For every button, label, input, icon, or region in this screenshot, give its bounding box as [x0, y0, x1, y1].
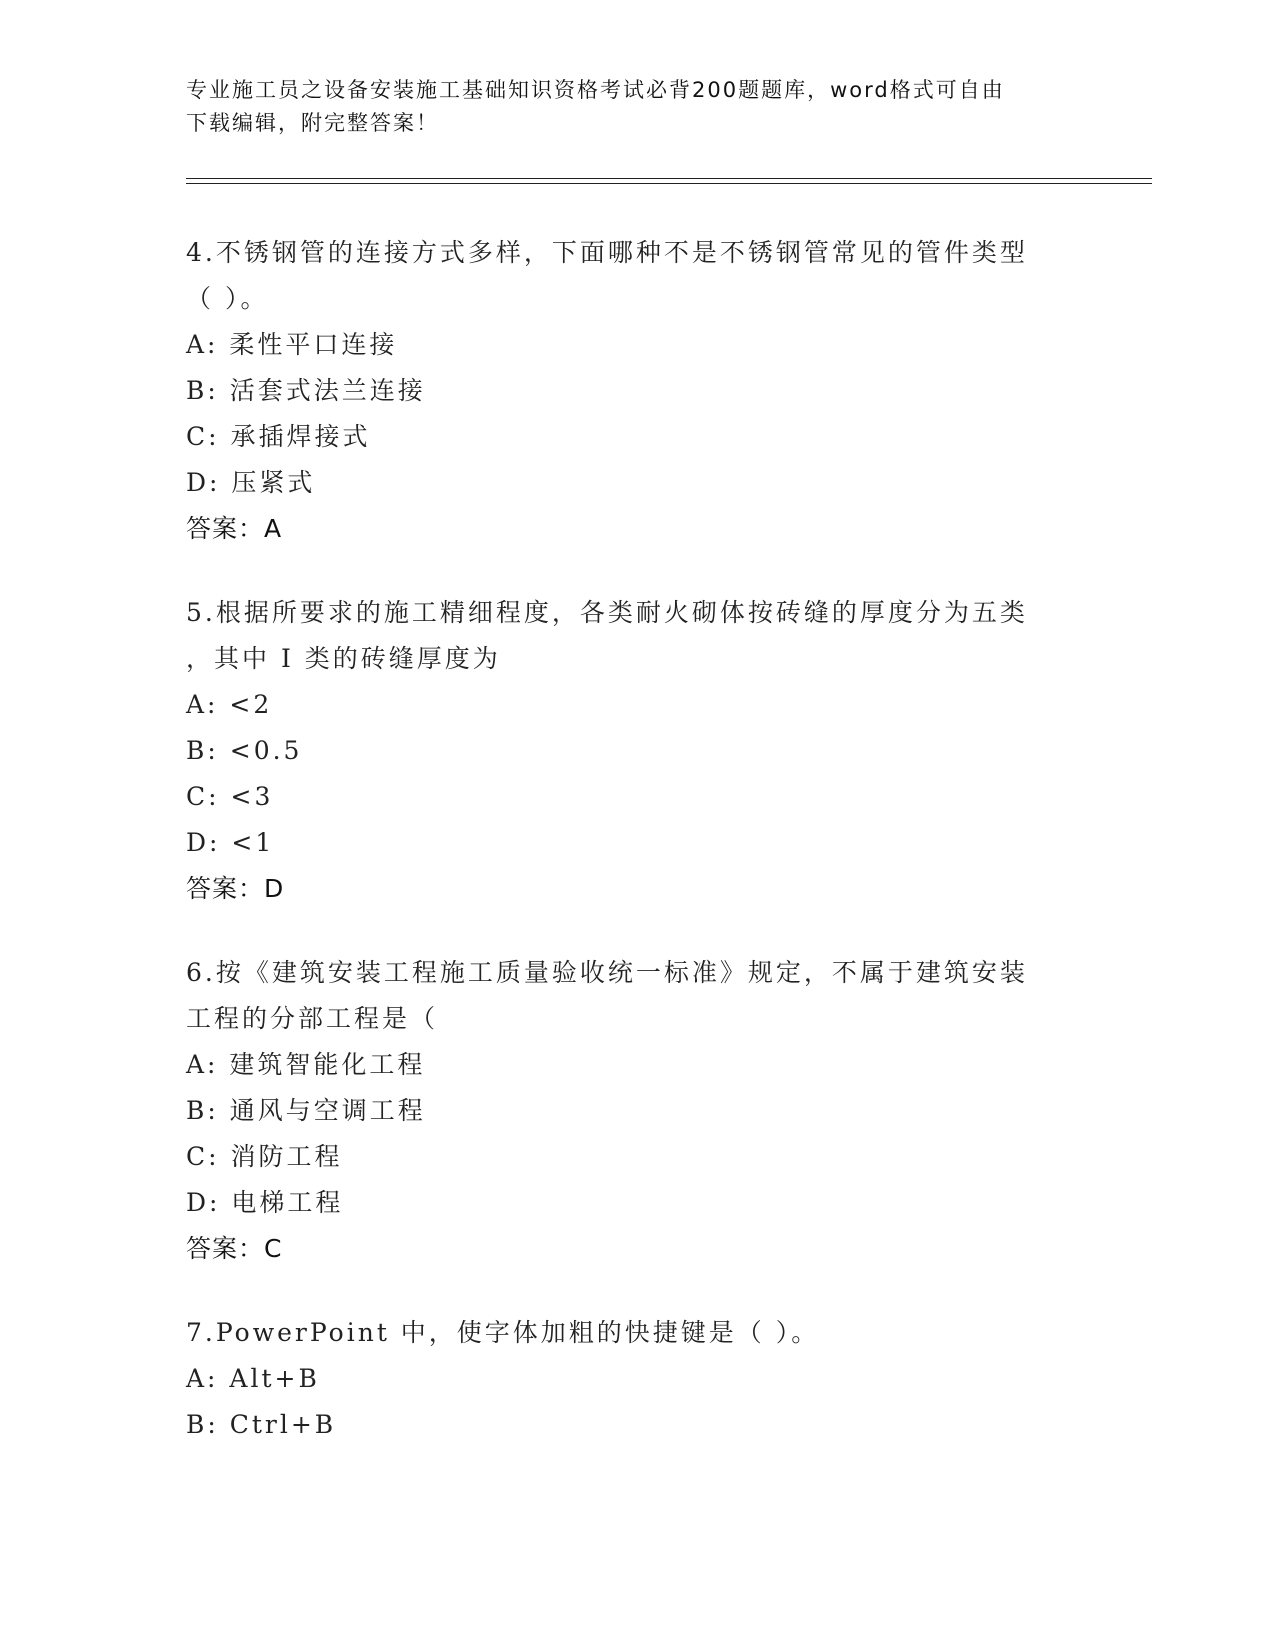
question-4 [186, 230, 1066, 552]
question-stem: 4.不锈钢管的连接方式多样，下面哪种不是不锈钢管常见的管件类型 [186, 238, 1028, 267]
option-c: C: <3 [186, 782, 274, 811]
header-divider-top [186, 178, 1152, 179]
question-stem-cont: 工程的分部工程是（ [186, 1004, 439, 1033]
option-a: A: <2 [186, 690, 273, 719]
question-6 [186, 950, 1066, 1272]
question-5 [186, 590, 1066, 912]
document-header [186, 74, 1066, 140]
answer: 答案：A [186, 514, 283, 543]
question-7 [186, 1310, 1066, 1448]
option-b: B: Ctrl+B [186, 1410, 337, 1439]
question-stem-cont: （ ）。 [186, 284, 269, 313]
header-divider-bottom [186, 183, 1152, 184]
option-b: B: 通风与空调工程 [186, 1096, 426, 1125]
answer: 答案：D [186, 874, 285, 903]
option-c: C: 消防工程 [186, 1142, 343, 1171]
option-d: D: 电梯工程 [186, 1188, 344, 1217]
option-d: D: <1 [186, 828, 275, 857]
question-stem: 5.根据所要求的施工精细程度，各类耐火砌体按砖缝的厚度分为五类 [186, 598, 1028, 627]
header-line-2: 下载编辑，附完整答案！ [186, 111, 439, 135]
option-a: A: 建筑智能化工程 [186, 1050, 426, 1079]
question-stem: 6.按《建筑安装工程施工质量验收统一标准》规定，不属于建筑安装 [186, 958, 1028, 987]
option-b: B: 活套式法兰连接 [186, 376, 426, 405]
header-line-1: 专业施工员之设备安装施工基础知识资格考试必背200题题库，word格式可自由 [186, 78, 1005, 102]
option-b: B: <0.5 [186, 736, 303, 765]
question-stem-cont: ，其中 I 类的砖缝厚度为 [186, 644, 501, 673]
option-a: A: Alt+B [186, 1364, 320, 1393]
option-c: C: 承插焊接式 [186, 422, 371, 451]
question-stem: 7.PowerPoint 中，使字体加粗的快捷键是（ ）。 [186, 1318, 820, 1347]
option-a: A: 柔性平口连接 [186, 330, 398, 359]
option-d: D: 压紧式 [186, 468, 316, 497]
answer: 答案：C [186, 1234, 283, 1263]
